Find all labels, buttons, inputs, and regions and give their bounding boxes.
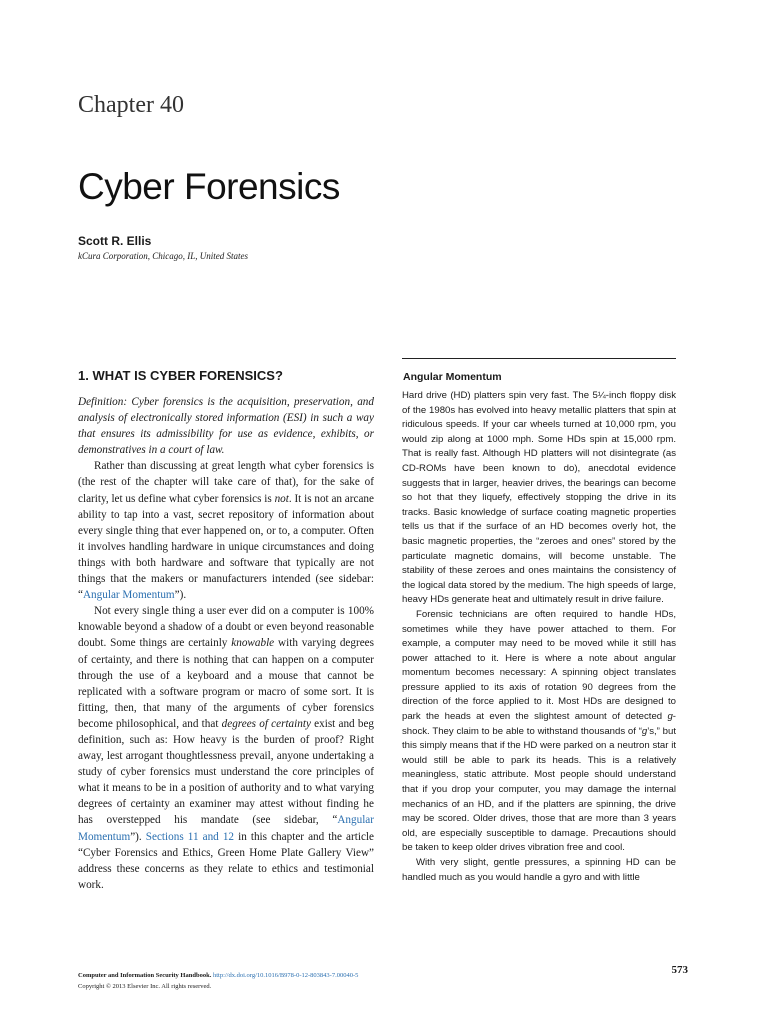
page-number: 573 <box>671 964 688 976</box>
sidebar-link[interactable]: Angular Momentum <box>82 589 175 602</box>
sidebar-title: Angular Momentum <box>403 371 502 383</box>
chapter-title: Cyber Forensics <box>78 166 340 207</box>
footer <box>78 970 358 992</box>
sidebar-paragraph-1: Hard drive (HD) platters spin very fast. The 5¼-inch floppy disk of the 1980s has evolved into heavy metallic platters that spin at ridiculous speeds. If your car wheels turned at 10,000 rpm, you would zip along at 1000 mph. Some HDs spin at 15,000 rpm. That is really fast. Although HD platters will not disintegrate (as CD-ROMs have been known to do), anecdotal evidence suggests that in larger, heavier drives, the bearings can become so hot that they liquefy, effectively stopping the drive in its tracks. Basic knowledge of surface coating magnetic properties tells us that if the surface of an HD becomes overly hot, the basic magnetic properties, the “zeroes and ones” stored by the particulate magnetic domains, will become unstable. The stability of these zeroes and ones maintains the consistency of the logical data stored by the medium. The high speeds of large, heavy HDs generate heat and ultimately result in drive failure. <box>402 390 676 606</box>
footer-citation <box>78 970 358 981</box>
main-column <box>78 394 374 893</box>
book-title: Computer and Information Security Handbook. <box>78 972 212 979</box>
sidebar-body <box>402 389 676 885</box>
sidebar-paragraph-2: Forensic technicians are often required to handle HDs, sometimes while they have power attached to them. For example, a computer may need to be moved while it still has power attached to it. Here is where a note about angular momentum becomes necessary: A spinning object translates pressure applied to its axis of rotation 90 degrees from the direction of the force applied to it. Most HDs are designed to park the heads at even the slightest amount of detected g-shock. They claim to be able to withstand thousands of “g’s,” but this simply means that if the HD were parked on a neutron star it would still be able to park its heads. This is a relatively meaningless, static attribute. Most people should understand that if you drop your computer, you may damage the internal mechanics of an HD, and if the platters are spinning, the drive may be scored. Older drives, those that are more than 3 years old, are especially susceptible to damage. Precautions should be taken to keep older drives vibration free and cool. <box>402 608 677 854</box>
section-heading: 1. WHAT IS CYBER FORENSICS? <box>78 368 283 383</box>
sidebar-box <box>402 358 676 885</box>
sidebar-link[interactable]: Angular Momentum <box>78 814 374 843</box>
doi-link[interactable]: http://dx.doi.org/10.1016/B978-0-12-803843-7.00040-5 <box>212 972 359 979</box>
body-paragraph-2: Not every single thing a user ever did on a computer is 100% knowable beyond a shadow of a doubt or even beyond reasonable doubt. Some things are certainly knowable with varying degrees of certainty, and there is nothing that can happen on a computer through the use of a keyboard and a mouse that cannot be replicated with a software program or macro of some sort. It is fitting, then, that many of the arguments of cyber forensics become philosophical, and that degrees of certainty exist and beg definition, such as: How heavy is the burden of proof? Right away, lest arrogant thoughtlessness prevail, anyone undertaking a study of cyber forensics must understand the core principles of what it means to be in a position of authority and to what varying degrees of certainty an examiner may attest without finding he has overstepped his mandate (see sidebar, “Angular Momentum”). Sections 11 and 12 in this chapter and the article “Cyber Forensics and Ethics, Green Home Plate Gallery View” address these concerns as they relate to ethics and testimonial work. <box>78 605 375 891</box>
copyright-notice: Copyright © 2013 Elsevier Inc. All rights reserved. <box>78 983 212 990</box>
body-paragraph-1: Rather than discussing at great length what cyber forensics is (the rest of the chapter will take care of that), for the sake of clarity, let us define what cyber forensics is not. It is not an arcane ability to tap into a vast, secret repository of information about every single thing that ever happened on, or to, a computer. Often it involves handling hardware in unique circumstances and doing things with both hardware and software that typically are not things that the makers or manufacturers intended (see sidebar: “Angular Momentum”). <box>78 460 374 602</box>
author-name: Scott R. Ellis <box>78 234 152 248</box>
definition-paragraph: Definition: Cyber forensics is the acquisition, preservation, and analysis of electronically stored information (ESI) in such a way that ensures its admissibility for use as evidence, exhibits, or demonstratives in a court of law. <box>78 396 374 457</box>
chapter-label: Chapter 40 <box>78 92 184 118</box>
sidebar-paragraph-3: With very slight, gentle pressures, a spinning HD can be handled much as you would handle a gyro and with little <box>402 857 676 883</box>
sections-link[interactable]: Sections 11 and 12 <box>145 830 235 843</box>
author-affiliation: kCura Corporation, Chicago, IL, United States <box>78 251 249 261</box>
